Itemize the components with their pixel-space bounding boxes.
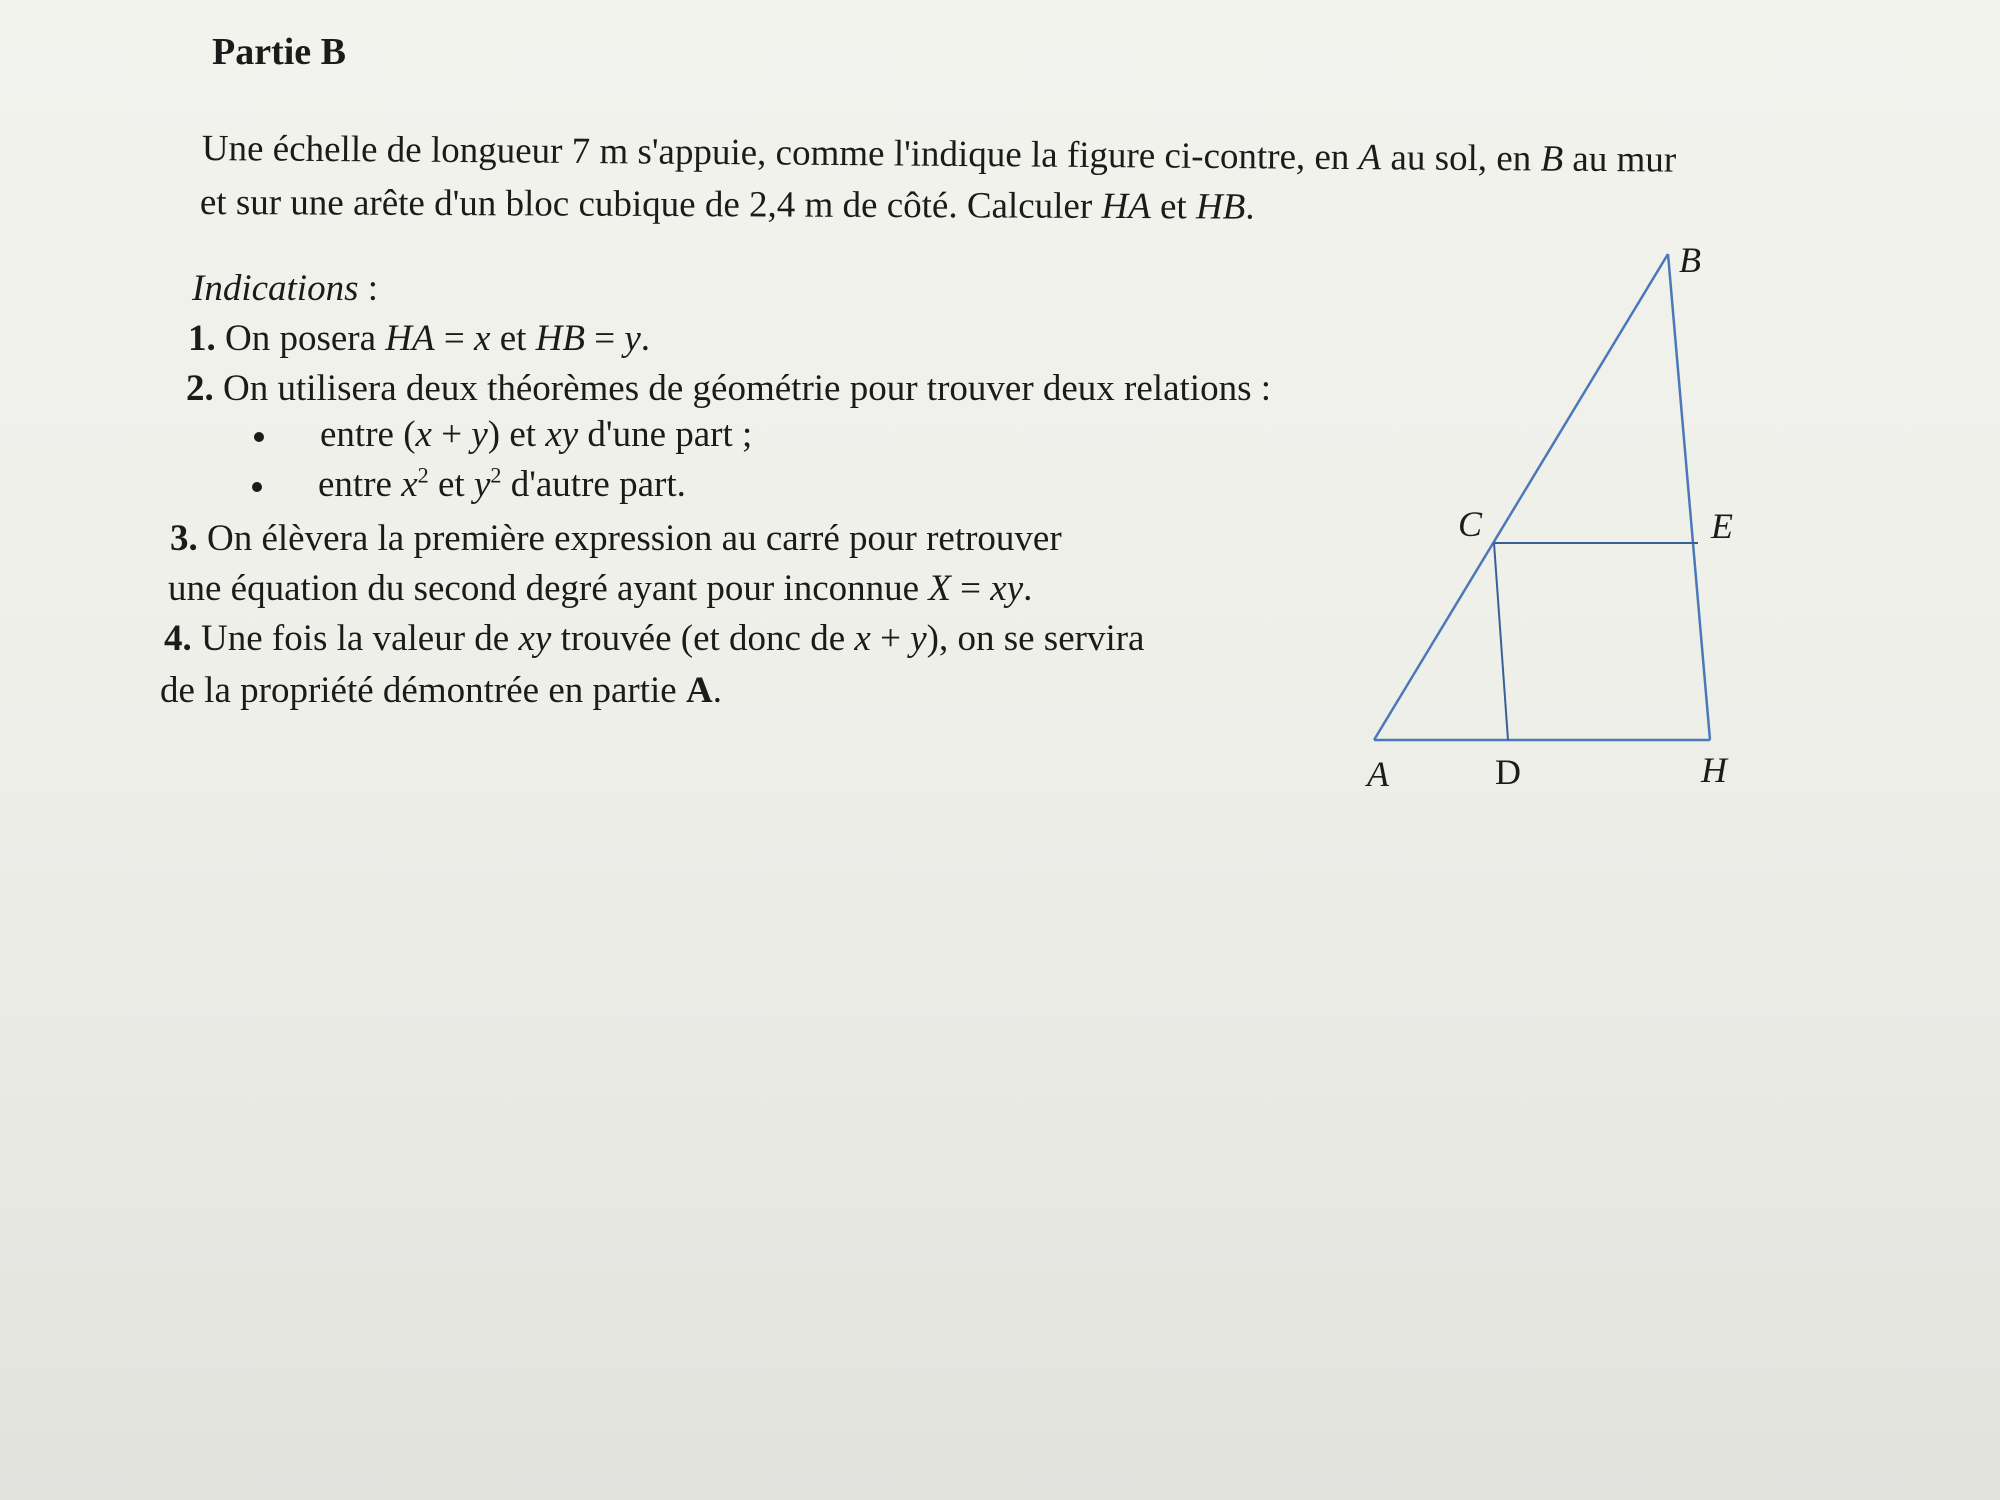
label-b: B <box>1679 240 1701 280</box>
item-text: Une fois la valeur de <box>191 618 519 659</box>
segment-ha-ref: HA <box>1101 185 1151 228</box>
indications-label: Indications <box>192 268 359 309</box>
math-ha: HA <box>385 318 435 359</box>
item-text: . <box>712 670 722 711</box>
intro-text: Une échelle de longueur 7 m s'appuie, comme l'indique la figure ci-contre, en <box>201 128 1359 179</box>
bullet-text: entre ( <box>320 414 416 455</box>
item-text: On élèvera la première expression au carré pour retrouver <box>197 518 1062 559</box>
intro-text: et <box>1150 186 1197 228</box>
intro-text: au sol, en <box>1381 137 1541 180</box>
label-e: E <box>1711 506 1733 546</box>
math-xy: xy <box>518 618 552 659</box>
segment-hb-ref: HB <box>1195 186 1246 228</box>
math-capital-x: X <box>928 568 951 609</box>
point-b-ref: B <box>1540 138 1564 180</box>
indications-colon: : <box>358 268 379 309</box>
equals-sign: = <box>950 568 991 609</box>
plus-sign: + <box>431 414 472 455</box>
bullet-text: et <box>428 464 474 505</box>
equals-sign: = <box>584 318 625 359</box>
item-number: 4. <box>164 618 192 659</box>
math-y: y <box>471 414 488 455</box>
math-y: y <box>624 318 641 359</box>
intro-text: au mur <box>1562 138 1677 181</box>
item-text: une équation du second degré ayant pour inconnue <box>168 568 929 609</box>
item-text: . <box>640 318 651 359</box>
exponent: 2 <box>490 462 502 488</box>
bullet-text: ) et <box>487 414 546 455</box>
exponent: 2 <box>417 462 429 488</box>
item-text: et <box>490 318 536 359</box>
label-a: A <box>1367 754 1389 794</box>
bullet-text: entre <box>318 464 402 505</box>
item-number: 3. <box>170 518 198 559</box>
item-text: ), on se servira <box>926 618 1145 659</box>
item-text: trouvée (et donc de <box>551 618 855 659</box>
item-text: de la propriété démontrée en partie <box>160 670 686 711</box>
math-x: x <box>401 464 418 505</box>
bullet-text: d'une part ; <box>578 414 753 455</box>
math-xy: xy <box>545 414 579 455</box>
math-x: x <box>474 318 491 359</box>
bullet-text: d'autre part. <box>501 464 686 505</box>
section-title: Partie B <box>212 31 347 73</box>
cube-edge-cd <box>1494 543 1508 740</box>
plus-sign: + <box>870 618 911 659</box>
intro-text: et sur une arête d'un bloc cubique de 2,4 m de côté. Calculer <box>199 182 1102 227</box>
point-a-ref: A <box>1358 137 1382 179</box>
item-text: . <box>1023 568 1033 609</box>
math-xy: xy <box>990 568 1024 609</box>
label-d: D <box>1495 752 1521 792</box>
math-y: y <box>473 464 491 505</box>
equals-sign: = <box>434 318 474 359</box>
item-number: 1. <box>188 318 216 359</box>
item-text: On utilisera deux théorèmes de géométrie pour trouver deux relations : <box>213 368 1271 409</box>
math-hb: HB <box>535 318 585 359</box>
label-c: C <box>1457 504 1483 544</box>
item-number: 2. <box>186 368 214 409</box>
intro-text: . <box>1245 186 1255 228</box>
label-h: H <box>1701 750 1727 790</box>
item-text: On posera <box>215 318 386 359</box>
math-y: y <box>910 618 927 659</box>
math-x: x <box>415 414 432 455</box>
math-x: x <box>854 618 871 659</box>
ladder-line-ab <box>1374 254 1668 740</box>
wall-line-bh <box>1668 254 1710 740</box>
part-a-ref: A <box>685 670 713 711</box>
